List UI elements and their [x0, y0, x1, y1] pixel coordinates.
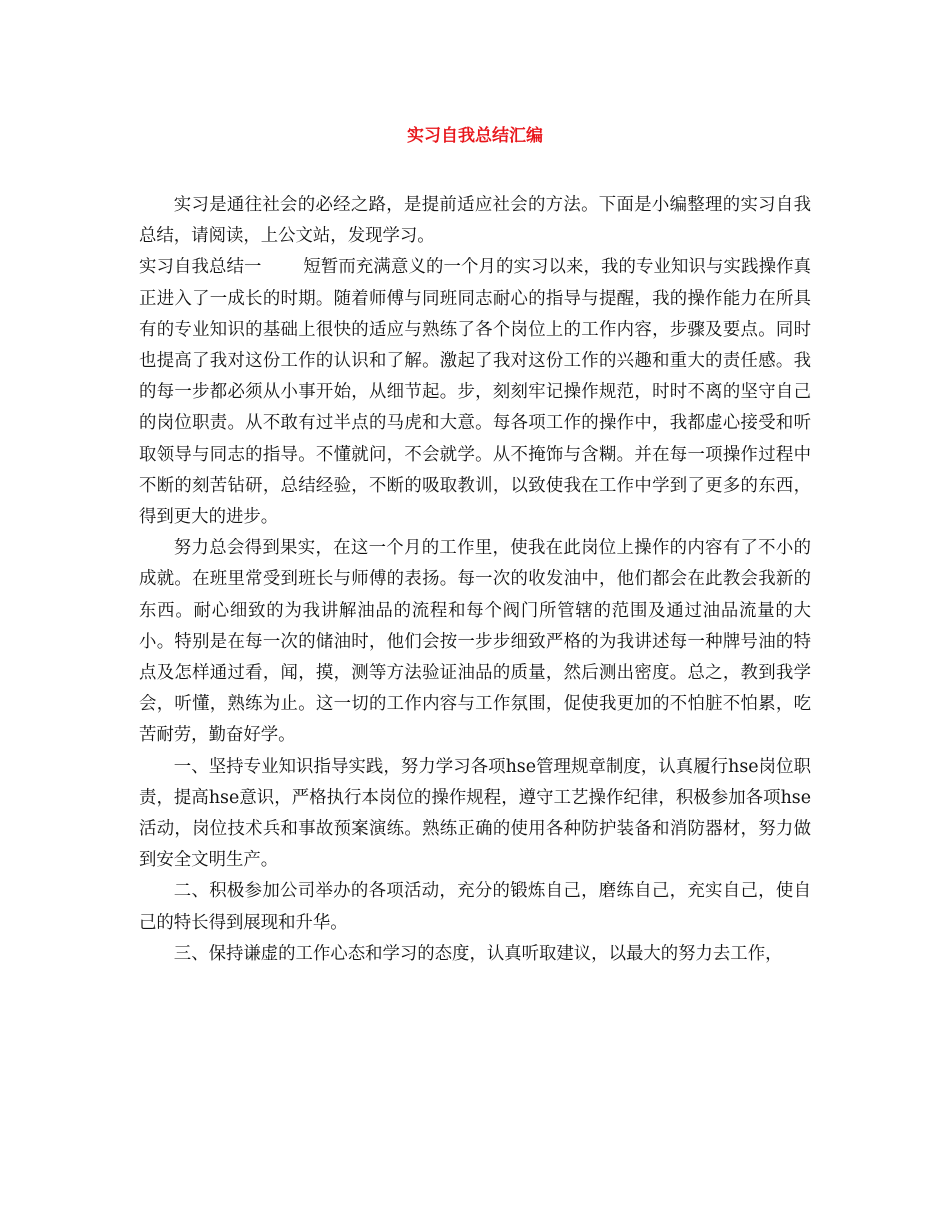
paragraph-point-two: 二、积极参加公司举办的各项活动，充分的锻炼自己，磨练自己，充实自己，使自己的特长得到展现和升华。 — [139, 881, 811, 933]
paragraph-point-one: 一、坚持专业知识指导实践，努力学习各项hse管理规章制度，认真履行hse岗位职责，提高hse意识，严格执行本岗位的操作规程，遵守工艺操作纪律，积极参加各项hse活动，岗位技术兵和事故预案演练。熟练正确的使用各种防护装备和消防器材，努力做到安全文明生产。 — [139, 756, 811, 871]
section-one-paragraph — [139, 252, 811, 533]
section-one-heading: 实习自我总结一 — [139, 257, 262, 278]
document-body — [139, 190, 811, 970]
section-one-text: 短暂而充满意义的一个月的实习以来，我的专业知识与实践操作真正进入了一成长的时期。随着师傅与同班同志耐心的指导与提醒，我的操作能力在所具有的专业知识的基础上很快的适应与熟练了各个岗位上的工作内容，步骤及要点。同时也提高了我对这份工作的认识和了解。激起了我对这份工作的兴趣和重大的责任感。我的每一步都必须从小事开始，从细节起。步，刻刻牢记操作规范，时时不离的坚守自己的岗位职责。从不敢有过半点的马虎和大意。每各项工作的操作中，我都虚心接受和听取领导与同志的指导。不懂就问，不会就学。从不掩饰与含糊。并在每一项操作过程中不断的刻苦钻研，总结经验，不断的吸取教训，以致使我在工作中学到了更多的东西，得到更大的进步。 — [139, 257, 811, 528]
intro-paragraph: 实习是通往社会的必经之路，是提前适应社会的方法。下面是小编整理的实习自我总结，请阅读，上公文站，发现学习。 — [139, 195, 811, 247]
document-title: 实习自我总结汇编 — [407, 126, 543, 146]
paragraph-achievements: 努力总会得到果实，在这一个月的工作里，使我在此岗位上操作的内容有了不小的成就。在班里常受到班长与师傅的表扬。每一次的收发油中，他们都会在此教会我新的东西。耐心细致的为我讲解油品的流程和每个阀门所管辖的范围及通过油品流量的大小。特别是在每一次的储油时，他们会按一步步细致严格的为我讲述每一种牌号油的特点及怎样通过看，闻，摸，测等方法验证油品的质量，然后测出密度。总之，教到我学会，听懂，熟练为止。这一切的工作内容与工作氛围，促使我更加的不怕脏不怕累，吃苦耐劳，勤奋好学。 — [139, 538, 811, 746]
paragraph-point-three: 三、保持谦虚的工作心态和学习的态度，认真听取建议，以最大的努力去工作， — [173, 943, 783, 964]
